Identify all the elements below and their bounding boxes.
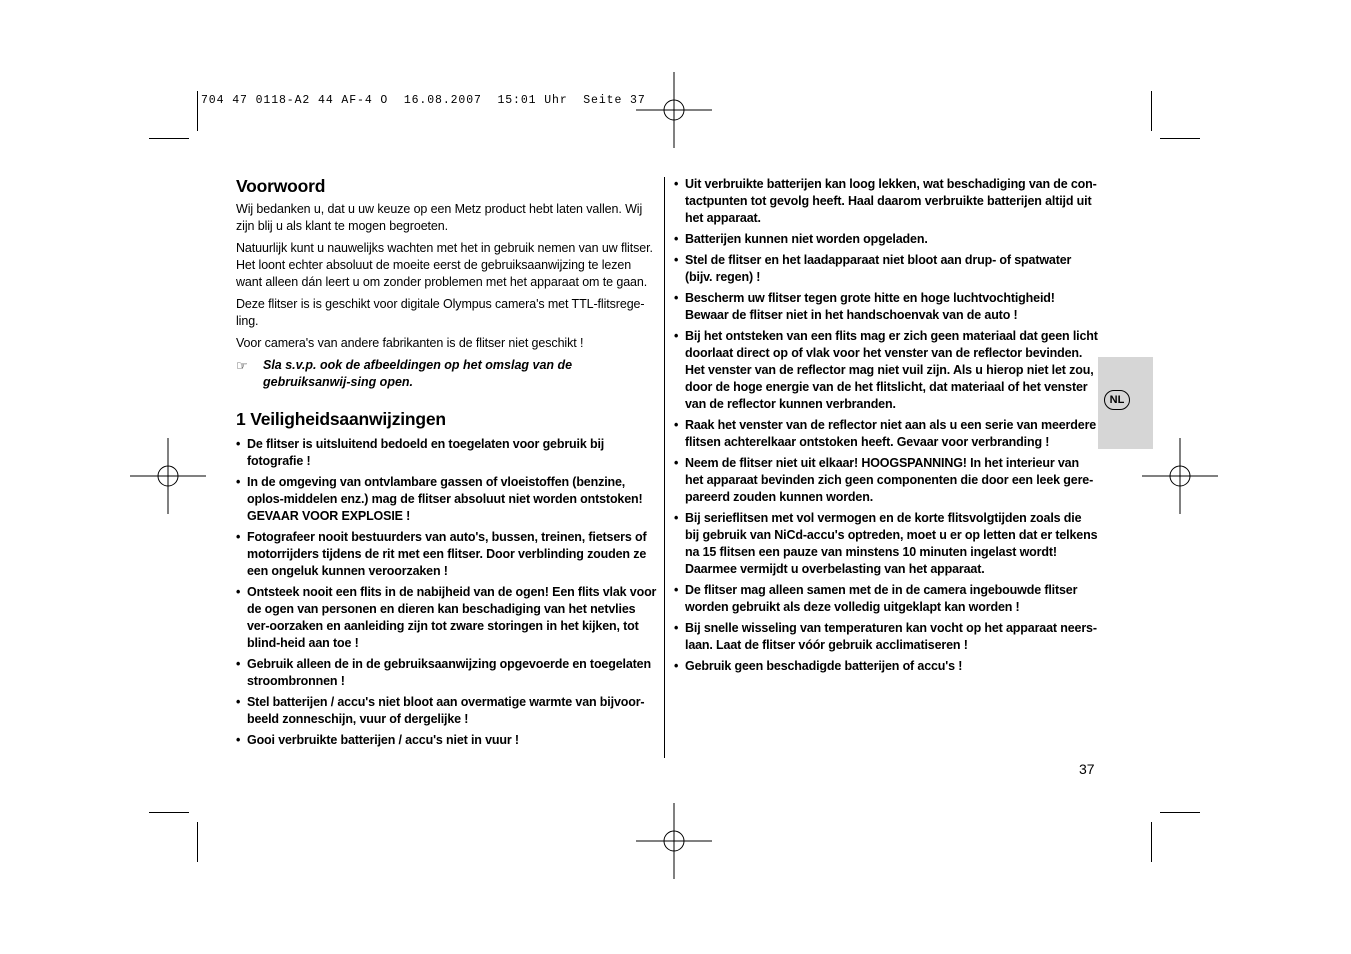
foreword-paragraph: Natuurlijk kunt u nauwelijks wachten met het in gebruik nemen van uw flitser. Het loont echter absoluut de moeite eerst de gebruiksaanwijzing te lezen want alleen dán leert u om zonder problemen met het apparaat om te gaan. [236,241,653,289]
list-item: • Gebruik geen beschadigde batterijen of accu's ! [674,658,1098,675]
crop-mark-bl-v [197,822,198,862]
print-header: 704 47 0118-A2 44 AF-4 O 16.08.2007 15:01 Uhr Seite 37 [201,94,646,107]
list-item: • Raak het venster van de reflector niet aan als u een serie van meerdere flitsen achterelkaar ontstoken heeft. Gevaar voor verbranding ! [674,417,1098,451]
registration-mark-right-icon [1142,438,1218,514]
left-column [236,176,660,753]
safety-heading: 1 Veiligheidsaanwijzingen [236,409,446,429]
list-item: • Bescherm uw flitser tegen grote hitte en hoge luchtvochtigheid! Bewaar de flitser niet in het handschoenvak van de auto ! [674,290,1098,324]
crop-mark-tr-v [1151,91,1152,131]
list-item: • Batterijen kunnen niet worden opgeladen. [674,231,1098,248]
note-text: Sla s.v.p. ook de afbeeldingen op het omslag van de gebruiksanwij-sing open. [263,358,573,389]
list-item: • Bij het ontsteken van een flits mag er zich geen materiaal dat geen licht doorlaat direct op of vlak voor het venster van de reflector bevinden. Het venster van de reflector mag niet vuil zijn. Als u hierop niet let zou, door de hoge energie van de het flitslicht, dat materiaal of het venster van de reflector kunnen verbranden. [674,328,1098,413]
list-item: • Stel de flitser en het laadapparaat niet bloot aan drup- of spatwater (bijv. regen) ! [674,252,1098,286]
list-item: • Neem de flitser niet uit elkaar! HOOGSPANNING! In het interieur van het apparaat bevinden zich geen componenten die door een leek gere-pareerd zouden kunnen worden. [674,455,1098,506]
column-divider [664,177,665,758]
right-column [674,176,1098,679]
safety-list-left [236,436,660,749]
list-item: • Uit verbruikte batterijen kan loog lekken, wat beschadiging van de con-tactpunten tot gevolg heeft. Haal daarom verbruikte batterijen altijd uit het apparaat. [674,176,1098,227]
registration-mark-top-icon [636,72,712,148]
crop-mark-bl-h [149,812,189,813]
registration-mark-left-icon [130,438,206,514]
note [236,357,660,391]
foreword-paragraph: Voor camera's van andere fabrikanten is de flitser niet geschikt ! [236,336,584,350]
crop-mark-tl-v [197,91,198,131]
crop-mark-br-v [1151,822,1152,862]
list-item: • In de omgeving van ontvlambare gassen of vloeistoffen (benzine, oplos-middelen enz.) mag de flitser absoluut niet worden ontstoken! GEVAAR VOOR EXPLOSIE ! [236,474,660,525]
crop-mark-tl-h [149,138,189,139]
list-item: • De flitser mag alleen samen met de in de camera ingebouwde flitser worden gebruikt als deze volledig uitgeklapt kan worden ! [674,582,1098,616]
foreword-paragraph: Deze flitser is is geschikt voor digitale Olympus camera's met TTL-flitsrege-ling. [236,297,645,328]
language-badge: NL [1104,390,1130,410]
foreword-paragraph: Wij bedanken u, dat u uw keuze op een Metz product hebt laten vallen. Wij zijn blij u als klant te mogen begroeten. [236,202,643,233]
safety-list-right [674,176,1098,675]
foreword-heading: Voorwoord [236,176,326,196]
pointing-hand-icon: ☞ [236,358,248,373]
list-item: • Stel batterijen / accu's niet bloot aan overmatige warmte van bijvoor-beeld zonneschijn, vuur of dergelijke ! [236,694,660,728]
list-item: • Ontsteek nooit een flits in de nabijheid van de ogen! Een flits vlak voor de ogen van personen en dieren kan beschadiging van het netvlies ver-oorzaken en aanleiding zijn tot zware storingen in het kijken, tot blind-heid aan toe ! [236,584,660,652]
list-item: • Gooi verbruikte batterijen / accu's niet in vuur ! [236,732,660,749]
list-item: • Fotografeer nooit bestuurders van auto's, bussen, treinen, fietsers of motorrijders tijdens de rit met een flitser. Door verblinding zouden ze een ongeluk kunnen veroorzaken ! [236,529,660,580]
list-item: • Bij serieflitsen met vol vermogen en de korte flitsvolgtijden zoals die bij gebruik van NiCd-accu's optreden, moet u er op letten dat er telkens na 15 flitsen een pauze van minstens 10 minuten ingelast wordt! Daarmee vermijdt u overbelasting van het apparaat. [674,510,1098,578]
list-item: • Gebruik alleen de in de gebruiksaanwijzing opgevoerde en toegelaten stroombronnen ! [236,656,660,690]
crop-mark-br-h [1160,812,1200,813]
list-item: • Bij snelle wisseling van temperaturen kan vocht op het apparaat neers-laan. Laat de flitser vóór gebruik acclimatiseren ! [674,620,1098,654]
page-number: 37 [1079,761,1095,777]
crop-mark-tr-h [1160,138,1200,139]
registration-mark-bottom-icon [636,803,712,879]
list-item: • De flitser is uitsluitend bedoeld en toegelaten voor gebruik bij fotografie ! [236,436,660,470]
